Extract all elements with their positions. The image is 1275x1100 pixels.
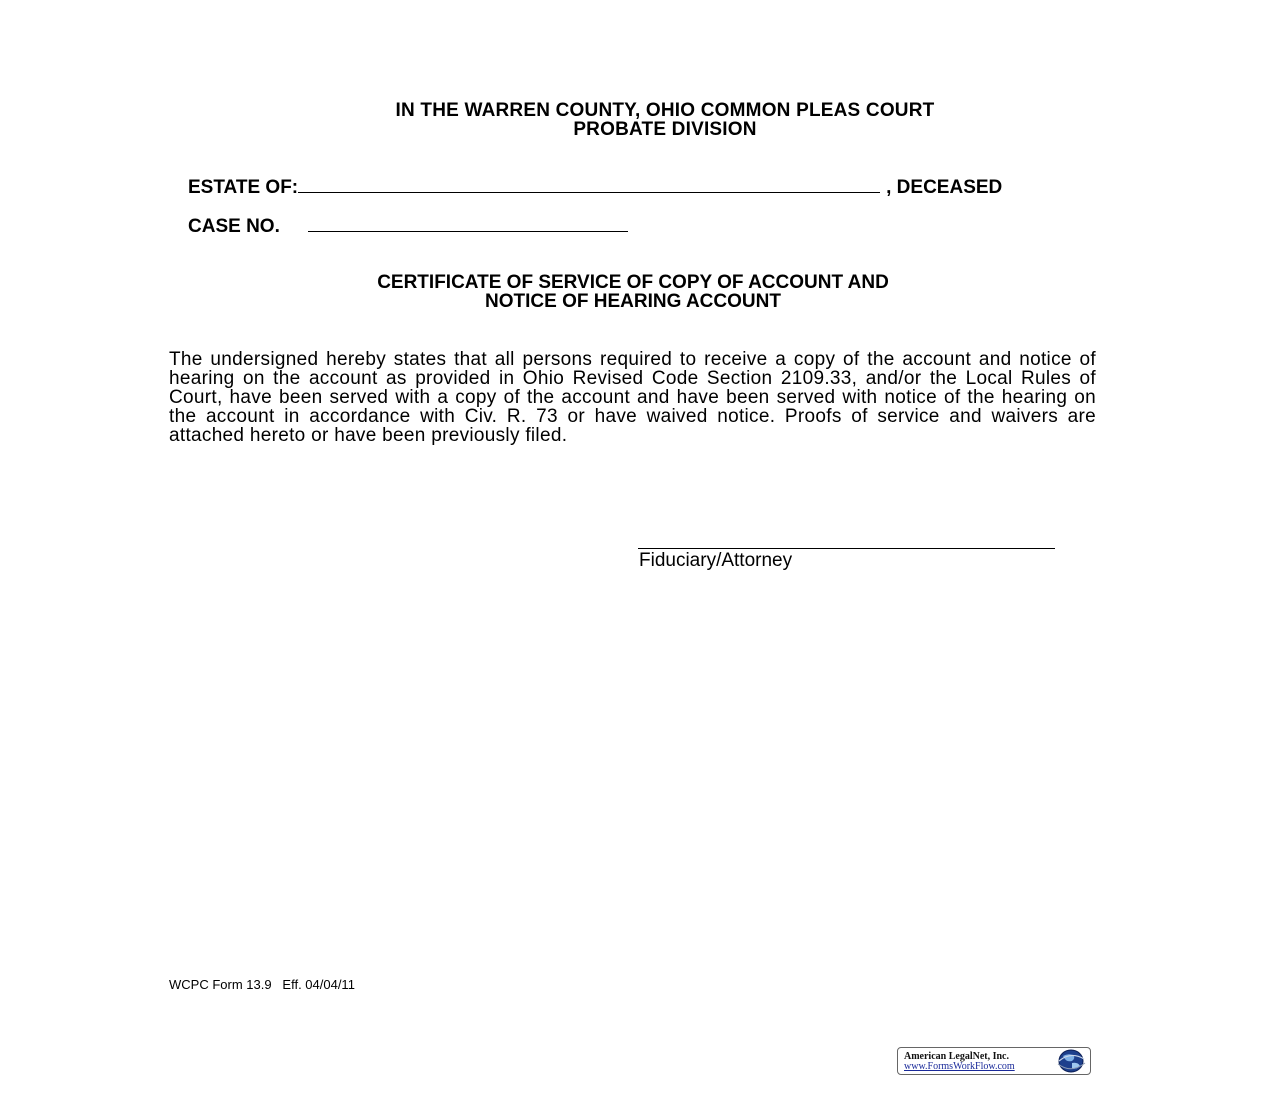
form-identifier: WCPC Form 13.9 Eff. 04/04/11 xyxy=(169,977,355,992)
estate-label: ESTATE OF: xyxy=(188,177,299,198)
division-heading: PROBATE DIVISION xyxy=(573,119,757,140)
logo-company-name: American LegalNet, Inc. xyxy=(904,1051,1009,1062)
case-number-row xyxy=(188,216,628,237)
estate-row xyxy=(188,177,1088,198)
case-number-field[interactable] xyxy=(308,216,628,232)
estate-name-field[interactable] xyxy=(298,177,880,193)
legalnet-logo[interactable] xyxy=(897,1047,1091,1075)
certificate-title-line1: CERTIFICATE OF SERVICE OF COPY OF ACCOUNT AND xyxy=(377,272,889,293)
logo-url-link[interactable]: www.FormsWorkFlow.com xyxy=(904,1061,1015,1072)
globe-icon xyxy=(1054,1049,1088,1073)
signature-line[interactable] xyxy=(638,548,1055,549)
signature-label: Fiduciary/Attorney xyxy=(639,550,793,571)
certification-paragraph: The undersigned hereby states that all persons required to receive a copy of the account and notice of hearing on the account as provided in Ohio Revised Code Section 2109.33, and/or the Local Rules of Court, have been served with a copy of the account and have been served with notice of the hearing on the account in accordance with Civ. R. 73 or have waived notice. Proofs of service and waivers are attached hereto or have been previously filed. xyxy=(169,349,1096,446)
deceased-label: , DECEASED xyxy=(886,177,1003,198)
certificate-title-line2: NOTICE OF HEARING ACCOUNT xyxy=(485,291,781,312)
court-name-heading: IN THE WARREN COUNTY, OHIO COMMON PLEAS COURT xyxy=(395,100,935,121)
case-number-label: CASE NO. xyxy=(188,216,280,237)
